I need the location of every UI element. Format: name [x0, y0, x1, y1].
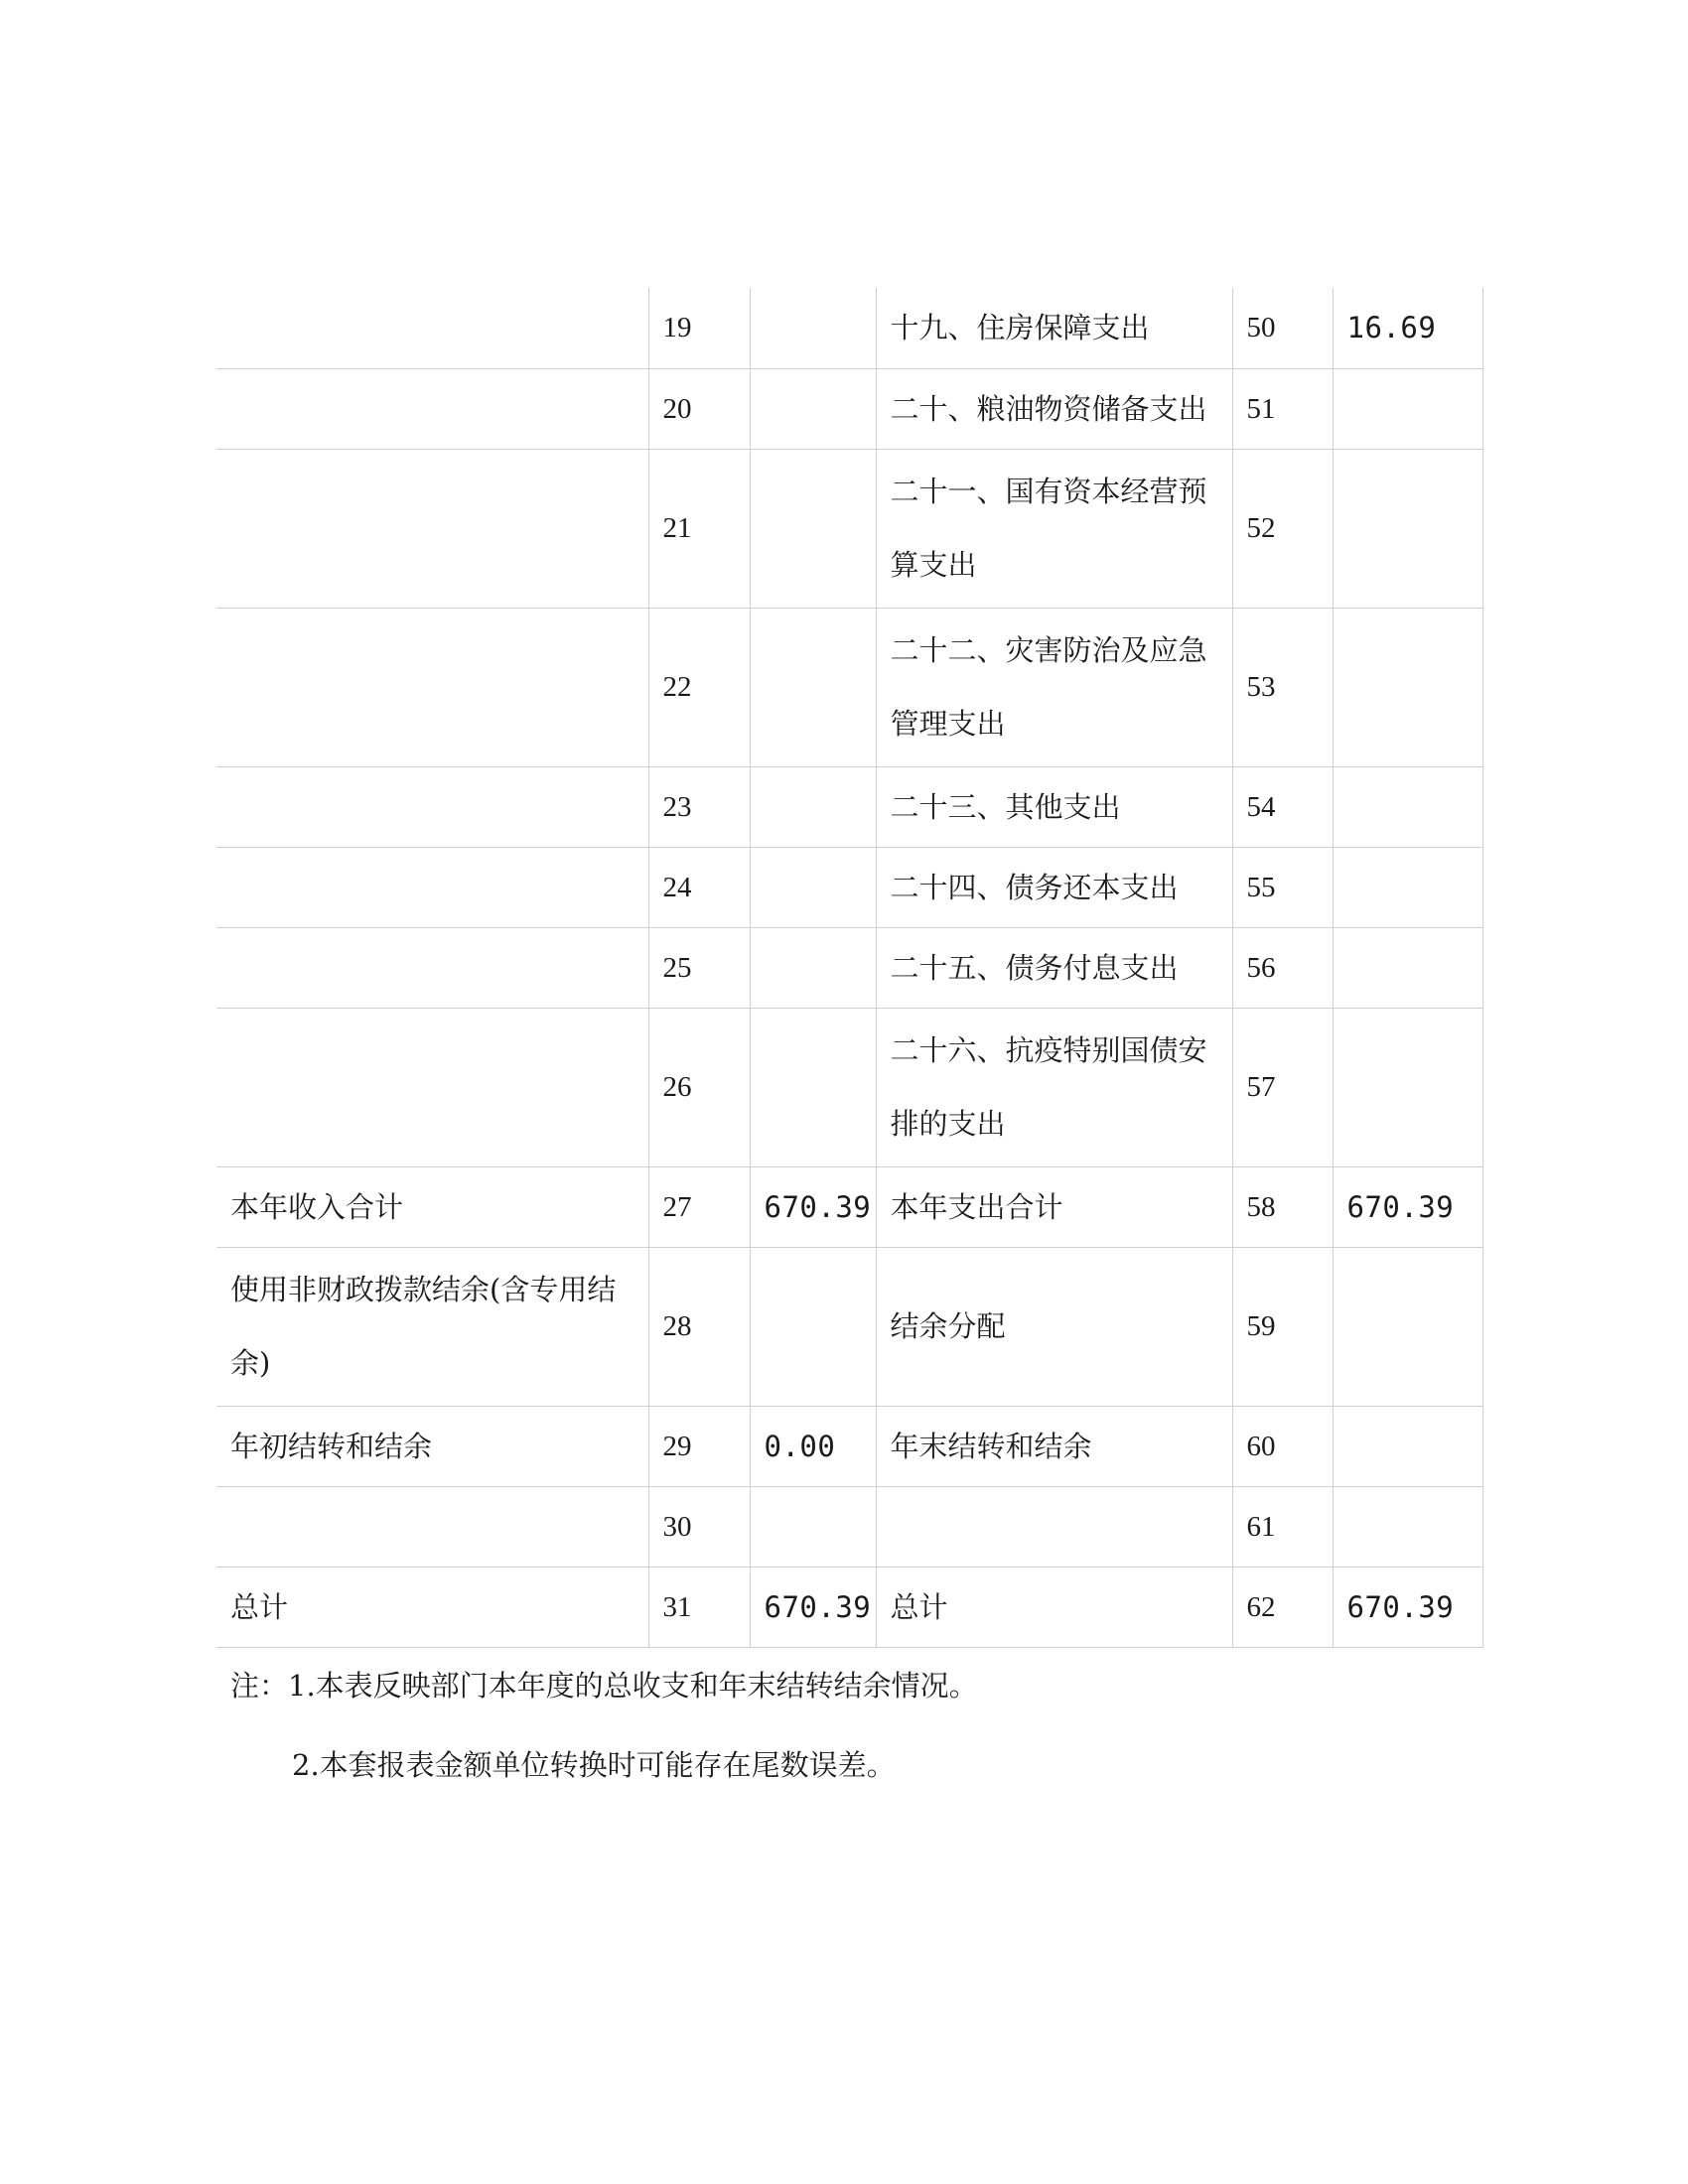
income-amount-cell — [750, 608, 876, 766]
income-amount-cell — [750, 368, 876, 449]
table-row — [216, 449, 1482, 608]
income-line-cell: 23 — [648, 766, 750, 847]
income-line-cell: 31 — [648, 1567, 750, 1647]
note-1: 注：1.本表反映部门本年度的总收支和年末结转结余情况。 — [230, 1669, 978, 1703]
expense-item-cell: 结余分配 — [876, 1247, 1232, 1406]
income-amount-cell — [750, 1486, 876, 1567]
expense-line-cell: 61 — [1232, 1486, 1333, 1567]
income-line-cell: 25 — [648, 927, 750, 1008]
income-line-cell: 26 — [648, 1008, 750, 1166]
income-item-cell: 本年收入合计 — [216, 1166, 648, 1247]
table-row — [216, 927, 1482, 1008]
expense-amount-cell — [1333, 1008, 1482, 1166]
income-item-cell: 年初结转和结余 — [216, 1406, 648, 1486]
expense-item-cell: 二十五、债务付息支出 — [876, 927, 1232, 1008]
expense-line-cell: 54 — [1232, 766, 1333, 847]
table-row — [216, 1247, 1482, 1406]
expense-amount-cell — [1333, 449, 1482, 608]
expense-amount-cell — [1333, 766, 1482, 847]
expense-line-cell: 58 — [1232, 1166, 1333, 1247]
expense-amount-cell — [1333, 608, 1482, 766]
income-amount-cell: 670.39 — [750, 1166, 876, 1247]
expense-item-cell: 总计 — [876, 1567, 1232, 1647]
expense-amount-cell — [1333, 368, 1482, 449]
expense-amount-cell — [1333, 1486, 1482, 1567]
income-amount-cell — [750, 847, 876, 927]
table-row — [216, 1008, 1482, 1166]
expense-amount-cell — [1333, 927, 1482, 1008]
income-item-cell — [216, 288, 648, 368]
expense-amount-cell — [1333, 1406, 1482, 1486]
income-item-cell: 总计 — [216, 1567, 648, 1647]
expense-item-cell: 二十三、其他支出 — [876, 766, 1232, 847]
table-row — [216, 1567, 1482, 1647]
expense-line-cell: 55 — [1232, 847, 1333, 927]
expense-item-cell: 年末结转和结余 — [876, 1406, 1232, 1486]
expense-item-cell: 二十二、灾害防治及应急管理支出 — [876, 608, 1232, 766]
expense-amount-cell: 670.39 — [1333, 1567, 1482, 1647]
expense-line-cell: 52 — [1232, 449, 1333, 608]
income-line-cell: 30 — [648, 1486, 750, 1567]
income-item-cell — [216, 847, 648, 927]
expense-line-cell: 57 — [1232, 1008, 1333, 1166]
expense-amount-cell: 16.69 — [1333, 288, 1482, 368]
expense-item-cell: 二十六、抗疫特别国债安排的支出 — [876, 1008, 1232, 1166]
budget-table — [216, 288, 1483, 1648]
table-row — [216, 288, 1482, 368]
income-line-cell: 29 — [648, 1406, 750, 1486]
income-amount-cell — [750, 927, 876, 1008]
expense-line-cell: 53 — [1232, 608, 1333, 766]
income-item-cell — [216, 1486, 648, 1567]
table-notes — [230, 1646, 978, 1805]
income-item-cell — [216, 368, 648, 449]
expense-item-cell: 二十、粮油物资储备支出 — [876, 368, 1232, 449]
income-amount-cell — [750, 766, 876, 847]
expense-line-cell: 51 — [1232, 368, 1333, 449]
expense-amount-cell: 670.39 — [1333, 1166, 1482, 1247]
note-2: 2.本套报表金额单位转换时可能存在尾数误差。 — [292, 1748, 896, 1782]
expense-item-cell: 二十一、国有资本经营预算支出 — [876, 449, 1232, 608]
expense-item-cell: 本年支出合计 — [876, 1166, 1232, 1247]
expense-line-cell: 59 — [1232, 1247, 1333, 1406]
income-item-cell — [216, 449, 648, 608]
expense-item-cell: 二十四、债务还本支出 — [876, 847, 1232, 927]
income-line-cell: 28 — [648, 1247, 750, 1406]
expense-item-cell: 十九、住房保障支出 — [876, 288, 1232, 368]
table-row — [216, 766, 1482, 847]
expense-line-cell: 62 — [1232, 1567, 1333, 1647]
expense-line-cell: 60 — [1232, 1406, 1333, 1486]
table-row — [216, 847, 1482, 927]
income-amount-cell — [750, 288, 876, 368]
table-row — [216, 1166, 1482, 1247]
income-line-cell: 19 — [648, 288, 750, 368]
income-amount-cell — [750, 449, 876, 608]
table-row — [216, 368, 1482, 449]
income-amount-cell — [750, 1008, 876, 1166]
income-item-cell: 使用非财政拨款结余(含专用结余) — [216, 1247, 648, 1406]
income-item-cell — [216, 927, 648, 1008]
expense-amount-cell — [1333, 847, 1482, 927]
income-line-cell: 22 — [648, 608, 750, 766]
income-line-cell: 24 — [648, 847, 750, 927]
income-line-cell: 21 — [648, 449, 750, 608]
expense-line-cell: 50 — [1232, 288, 1333, 368]
expense-item-cell — [876, 1486, 1232, 1567]
income-amount-cell: 670.39 — [750, 1567, 876, 1647]
income-line-cell: 20 — [648, 368, 750, 449]
expense-amount-cell — [1333, 1247, 1482, 1406]
income-item-cell — [216, 766, 648, 847]
income-line-cell: 27 — [648, 1166, 750, 1247]
table-row — [216, 1486, 1482, 1567]
income-amount-cell: 0.00 — [750, 1406, 876, 1486]
table-row — [216, 608, 1482, 766]
income-item-cell — [216, 1008, 648, 1166]
income-amount-cell — [750, 1247, 876, 1406]
expense-line-cell: 56 — [1232, 927, 1333, 1008]
table-row — [216, 1406, 1482, 1486]
income-item-cell — [216, 608, 648, 766]
